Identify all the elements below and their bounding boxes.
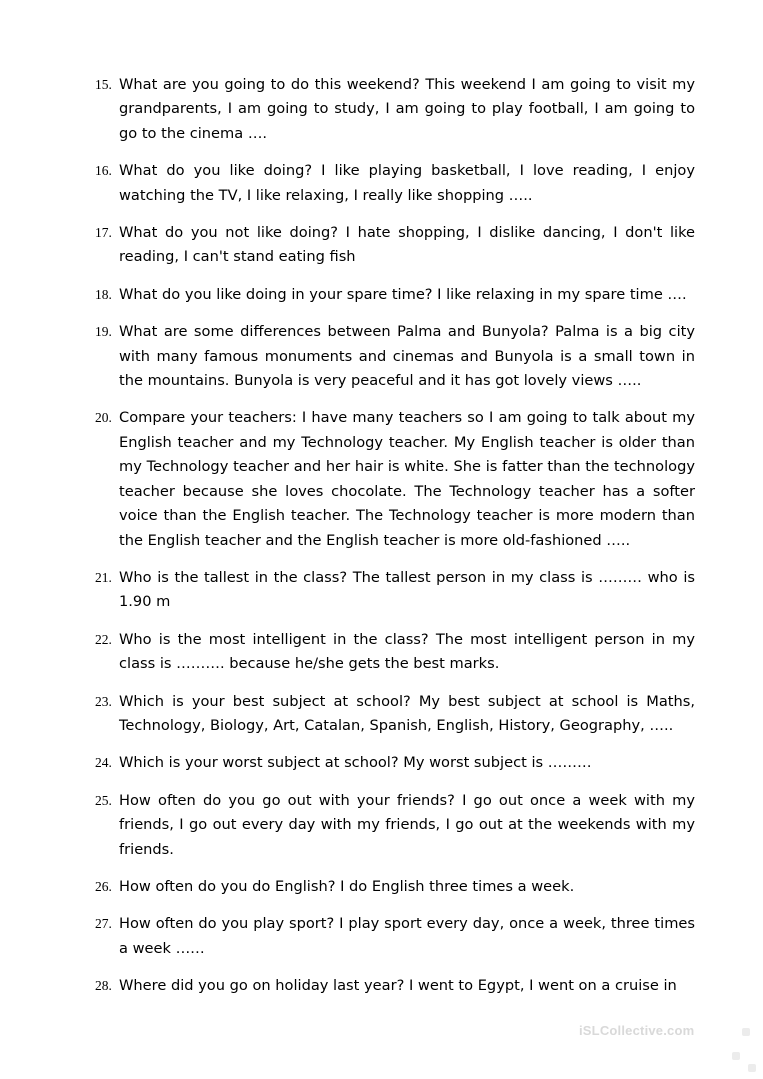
question-number: 15. (95, 77, 112, 92)
question-number: 20. (95, 410, 112, 426)
question-number: 22. (95, 631, 112, 647)
question-text: Where did you go on holiday last year? I went to Egypt, I went on a cruise in (119, 977, 677, 995)
question-number: 25. (95, 792, 112, 808)
question-text: Who is the tallest in the class? The tallest person in my class is ……… who is 1.90 m (119, 568, 695, 611)
question-text: Which is your worst subject at school? My worst subject is ……… (119, 754, 592, 772)
question-item-20 (95, 406, 695, 552)
question-number: 21. (95, 569, 112, 585)
question-text: What do you like doing in your spare time? I like relaxing in my spare time …. (119, 285, 687, 303)
corner-mark-icon (748, 1064, 756, 1072)
question-text: What are some differences between Palma and Bunyola? Palma is a big city with many famous monuments and cinemas and Bunyola is a small town in the mountains. Bunyola is very peaceful and it has got lovely views ….. (119, 323, 695, 390)
question-item-16 (95, 159, 695, 208)
question-text: How often do you do English? I do English three times a week. (119, 877, 575, 895)
question-text: What do you like doing? I like playing basketball, I love reading, I enjoy watching the TV, I like relaxing, I really like shopping ….. (119, 162, 695, 204)
question-list (95, 73, 695, 1012)
question-item-21 (95, 566, 695, 615)
question-item-24 (95, 751, 695, 775)
question-number: 16. (95, 163, 112, 179)
question-number: 23. (95, 693, 112, 709)
question-item-27 (95, 912, 695, 961)
question-item-17 (95, 221, 695, 270)
question-text: How often do you play sport? I play sport every day, once a week, three times a week …… (119, 915, 695, 957)
question-text: What do you not like doing? I hate shopping, I dislike dancing, I don't like reading, I can't stand eating fish (119, 224, 695, 266)
question-item-18 (95, 283, 695, 307)
question-number: 17. (95, 225, 112, 241)
question-number: 24. (95, 755, 112, 771)
question-text: Compare your teachers: I have many teachers so I am going to talk about my English teacher and my Technology teacher. My English teacher is older than my Technology teacher and her hair is white. She is fatter than the technology teacher because she loves chocolate. The Technology teacher has a softer voice than the English teacher. The Technology teacher is more modern than the English teacher and the English teacher is more old-fashioned ….. (119, 409, 695, 549)
question-text: Which is your best subject at school? My best subject at school is Maths, Technology, Biology, Art, Catalan, Spanish, English, History, Geography, ….. (119, 692, 695, 734)
question-item-26 (95, 875, 695, 899)
watermark-logo: iSLCollective.com (579, 1023, 695, 1038)
question-number: 19. (95, 324, 112, 340)
question-item-23 (95, 690, 695, 739)
question-number: 26. (95, 878, 112, 894)
corner-mark-icon (742, 1028, 750, 1036)
question-text: How often do you go out with your friends? I go out once a week with my friends, I go out every day with my friends, I go out at the weekends with my friends. (119, 791, 695, 858)
question-text: Who is the most intelligent in the class? The most intelligent person in my class is ………. because he/she gets the best marks. (119, 630, 695, 673)
question-item-19 (95, 320, 695, 393)
question-number: 27. (95, 916, 112, 932)
question-item-15 (95, 73, 695, 146)
question-item-22 (95, 628, 695, 677)
corner-mark-icon (732, 1052, 740, 1060)
question-text: What are you going to do this weekend? This weekend I am going to visit my grandparents, I am going to study, I am going to play football, I am going to go to the cinema …. (119, 76, 695, 142)
question-item-28 (95, 974, 695, 998)
question-number: 18. (95, 286, 112, 302)
question-item-25 (95, 789, 695, 862)
question-number: 28. (95, 978, 112, 994)
